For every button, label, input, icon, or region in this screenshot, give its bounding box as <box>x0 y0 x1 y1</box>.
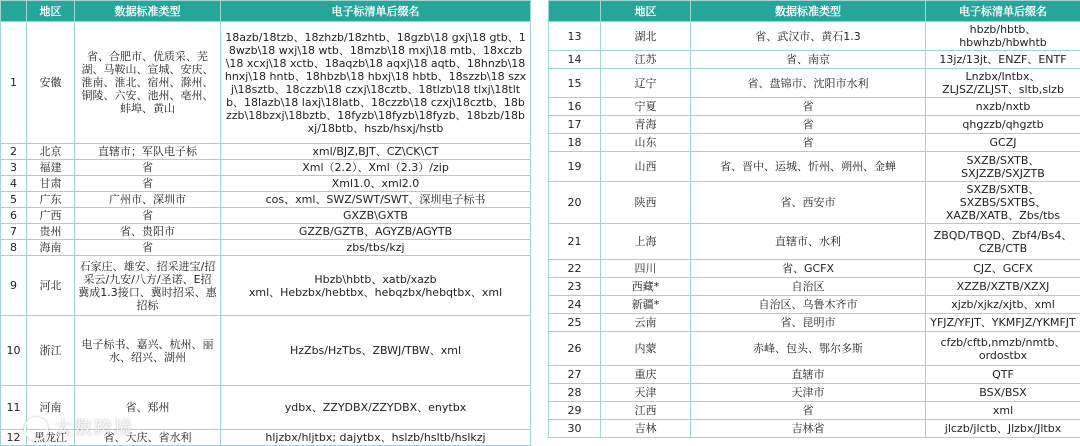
region-cell: 重庆 <box>601 366 691 384</box>
region-cell: 河南 <box>27 386 75 430</box>
ext-cell: GZZB/GZTB、AGYZB/AGYTB <box>221 224 531 240</box>
row-number: 6 <box>1 208 27 224</box>
region-cell: 江西 <box>601 402 691 420</box>
header-type: 数据标准类型 <box>75 1 221 22</box>
header-region: 地区 <box>601 1 691 22</box>
ext-cell: jlczb/jlctb、Jlzbx/Jltbx <box>926 420 1080 438</box>
ext-cell: 18azb/18tzb、18zhzb/18zhtb、18gzb\18 gxj\18 gtb、18wzb\18 wxj\18 wtb、18mzb\18 mxj\18 mtb、18xczb\18 xcxj\18 xctb、18aqzb\18 aqxj\18 aqtb、18hnzb\18 hnxj\18 hntb、18hbzb\18 hbxj\18 hbtb、18szzb\18 szxj\18sztb、18czzb\18 czxj\18cztb、18tlzb\18 tlxj\18tltb、18lazb\18 laxj\18latb、18czzb\18 czxj\18cztb、18bzzb\18bzxj\18bztb、18fyzb\18fyzb\18fyzb、18bzb/18bxj/18btb、hszb/hsxj/hstb <box>221 22 531 144</box>
ext-cell: cfzb/cftb,nmzb/nmtb、ordostbx <box>926 332 1080 366</box>
ext-cell: Hbzb\hbtb、xatb/xazb xml、Hebzbx/hebtbx、hebqzbx/hebqtbx、xml <box>221 256 531 316</box>
row-number: 13 <box>549 22 601 51</box>
row-number: 25 <box>549 314 601 332</box>
type-cell: 省、晋中、运城、忻州、朔州、金蝉 <box>691 152 926 182</box>
ext-cell: cos、xml、SWZ/SWT/SWT、深圳电子标书 <box>221 192 531 208</box>
header-no <box>1 1 27 22</box>
row-number: 18 <box>549 134 601 152</box>
region-cell: 江苏 <box>601 51 691 69</box>
type-cell: 省、贵阳市 <box>75 224 221 240</box>
region-cell: 西藏* <box>601 278 691 296</box>
region-cell: 陕西 <box>601 182 691 224</box>
ext-cell: ydbx、ZZYDBX/ZZYDBX、enytbx <box>221 386 531 430</box>
ext-cell: Lnzbx/lntbx、ZLJSZ/ZLJST、sltb,slzb <box>926 69 1080 98</box>
ext-cell: qhgzzb/qhgztb <box>926 116 1080 134</box>
table-row <box>549 366 1080 384</box>
table-row <box>549 224 1080 260</box>
right-table <box>548 0 1080 438</box>
region-cell: 山西 <box>601 152 691 182</box>
region-cell: 四川 <box>601 260 691 278</box>
type-cell: 天津市 <box>691 384 926 402</box>
type-cell: 石家庄、雄安、招采进宝/招采云/九安/八方/圣诺、E招冀成1.3接口、冀时招采、惠招标 <box>75 256 221 316</box>
table-row <box>1 256 531 316</box>
type-cell: 省、GCFX <box>691 260 926 278</box>
ext-cell: XZZB/XZTB/XZXJ <box>926 278 1080 296</box>
type-cell: 省 <box>691 134 926 152</box>
type-cell: 省、郑州 <box>75 386 221 430</box>
ext-cell: zbs/tbs/kzj <box>221 240 531 256</box>
ext-cell: hljzbx/hljtbx; dajytbx、hslzb/hsltb/hslkzj <box>221 430 531 446</box>
ext-cell: SXZB/SXTB、SXZBS/SXTBS、XAZB/XATB、Zbs/tbs <box>926 182 1080 224</box>
type-cell: 省、武汉市、黄石1.3 <box>691 22 926 51</box>
ext-cell: YFJZ/YFJT、YKMFJZ/YKMFJT <box>926 314 1080 332</box>
ext-cell: SXZB/SXTB、SXJZZB/SXJZTB <box>926 152 1080 182</box>
row-number: 8 <box>1 240 27 256</box>
header-region: 地区 <box>27 1 75 22</box>
row-number: 16 <box>549 98 601 116</box>
table-row <box>549 69 1080 98</box>
row-number: 9 <box>1 256 27 316</box>
header-ext: 电子标清单后缀名 <box>221 1 531 22</box>
table-row <box>1 192 531 208</box>
region-cell: 山东 <box>601 134 691 152</box>
table-row <box>549 182 1080 224</box>
table-row <box>549 116 1080 134</box>
row-number: 7 <box>1 224 27 240</box>
ext-cell: hbzb/hbtb、hbwhzb/hbwhtb <box>926 22 1080 51</box>
region-cell: 上海 <box>601 224 691 260</box>
type-cell: 省 <box>75 240 221 256</box>
region-cell: 广东 <box>27 192 75 208</box>
ext-cell: CJZ、GCFX <box>926 260 1080 278</box>
row-number: 3 <box>1 160 27 176</box>
row-number: 17 <box>549 116 601 134</box>
region-cell: 安徽 <box>27 22 75 144</box>
row-number: 11 <box>1 386 27 430</box>
row-number: 26 <box>549 332 601 366</box>
table-row <box>549 22 1080 51</box>
table-row <box>549 51 1080 69</box>
region-cell: 河北 <box>27 256 75 316</box>
region-cell: 云南 <box>601 314 691 332</box>
region-cell: 广西 <box>27 208 75 224</box>
table-row <box>549 98 1080 116</box>
region-cell: 贵州 <box>27 224 75 240</box>
region-cell: 宁夏 <box>601 98 691 116</box>
table-row <box>549 420 1080 438</box>
row-number: 30 <box>549 420 601 438</box>
region-cell: 北京 <box>27 144 75 160</box>
type-cell: 直辖市 <box>691 366 926 384</box>
table-row <box>1 160 531 176</box>
region-cell: 海南 <box>27 240 75 256</box>
ext-cell: Xml（2.2）、Xml（2.3）/zip <box>221 160 531 176</box>
ext-cell: xml/BJZ,BJT、CZ\CK\CT <box>221 144 531 160</box>
ext-cell: HzZbs/HzTbs、ZBWJ/TBW、xml <box>221 316 531 386</box>
type-cell: 省 <box>75 160 221 176</box>
type-cell: 省 <box>75 176 221 192</box>
ext-cell: Xml1.0、xml2.0 <box>221 176 531 192</box>
type-cell: 自治区 <box>691 278 926 296</box>
type-cell: 省、大庆、省水利 <box>75 430 221 446</box>
region-cell: 甘肃 <box>27 176 75 192</box>
ext-cell: nxzb/nxtb <box>926 98 1080 116</box>
ext-cell: GCZJ <box>926 134 1080 152</box>
ext-cell: xjzb/xjkz/xjtb、xml <box>926 296 1080 314</box>
ext-cell: QTF <box>926 366 1080 384</box>
type-cell: 电子标书、嘉兴、杭州、丽水、绍兴、湖州 <box>75 316 221 386</box>
row-number: 1 <box>1 22 27 144</box>
table-row <box>549 384 1080 402</box>
header-type: 数据标准类型 <box>691 1 926 22</box>
left-header-row <box>1 1 531 22</box>
header-ext: 电子标清单后缀名 <box>926 1 1080 22</box>
table-row <box>1 386 531 430</box>
row-number: 21 <box>549 224 601 260</box>
ext-cell: GXZB\GXTB <box>221 208 531 224</box>
row-number: 15 <box>549 69 601 98</box>
region-cell: 浙江 <box>27 316 75 386</box>
row-number: 23 <box>549 278 601 296</box>
table-row <box>549 152 1080 182</box>
watermark-text: 大数跨境 <box>54 418 134 439</box>
table-row <box>549 402 1080 420</box>
table-row <box>1 430 531 446</box>
type-cell: 广州市、深圳市 <box>75 192 221 208</box>
ext-cell: BSX/BSX <box>926 384 1080 402</box>
header-no <box>549 1 601 22</box>
table-row <box>1 22 531 144</box>
ext-cell: xml <box>926 402 1080 420</box>
ext-cell: 13jz/13jt、ENZF、ENTF <box>926 51 1080 69</box>
row-number: 2 <box>1 144 27 160</box>
region-cell: 青海 <box>601 116 691 134</box>
region-cell: 福建 <box>27 160 75 176</box>
type-cell: 省、盘锦市、沈阳市水利 <box>691 69 926 98</box>
region-cell: 黑龙江 <box>27 430 75 446</box>
type-cell: 省 <box>691 402 926 420</box>
type-cell: 省、西安市 <box>691 182 926 224</box>
type-cell: 吉林省 <box>691 420 926 438</box>
type-cell: 省、合肥市、优质采、芜湖、马鞍山、宣城、安庆、淮南、淮北、宿州、滁州、铜陵、六安、池州、亳州、蚌埠、黄山 <box>75 22 221 144</box>
region-cell: 新疆* <box>601 296 691 314</box>
type-cell: 赤峰、包头、鄂尔多斯 <box>691 332 926 366</box>
table-row <box>549 134 1080 152</box>
region-cell: 吉林 <box>601 420 691 438</box>
row-number: 22 <box>549 260 601 278</box>
type-cell: 直辖市；军队电子标 <box>75 144 221 160</box>
row-number: 4 <box>1 176 27 192</box>
table-row <box>549 296 1080 314</box>
row-number: 10 <box>1 316 27 386</box>
region-cell: 天津 <box>601 384 691 402</box>
type-cell: 省 <box>691 116 926 134</box>
table-row <box>1 208 531 224</box>
region-cell: 湖北 <box>601 22 691 51</box>
left-table <box>0 0 531 446</box>
row-number: 14 <box>549 51 601 69</box>
row-number: 20 <box>549 182 601 224</box>
type-cell: 自治区、乌鲁木齐市 <box>691 296 926 314</box>
ext-cell: ZBQD/TBQD、Zbf4/Bs4、CZB/CTB <box>926 224 1080 260</box>
table-row <box>1 240 531 256</box>
table-row <box>1 224 531 240</box>
row-number: 5 <box>1 192 27 208</box>
row-number: 29 <box>549 402 601 420</box>
row-number: 28 <box>549 384 601 402</box>
table-row <box>1 176 531 192</box>
table-row <box>549 314 1080 332</box>
type-cell: 省 <box>75 208 221 224</box>
table-row <box>549 278 1080 296</box>
row-number: 12 <box>1 430 27 446</box>
right-header-row <box>549 1 1080 22</box>
type-cell: 省 <box>691 98 926 116</box>
type-cell: 省、南京 <box>691 51 926 69</box>
table-row <box>549 332 1080 366</box>
row-number: 27 <box>549 366 601 384</box>
table-row <box>1 144 531 160</box>
row-number: 19 <box>549 152 601 182</box>
table-row <box>549 260 1080 278</box>
row-number: 24 <box>549 296 601 314</box>
table-row <box>1 316 531 386</box>
type-cell: 省、昆明市 <box>691 314 926 332</box>
type-cell: 直辖市、水利 <box>691 224 926 260</box>
region-cell: 内蒙 <box>601 332 691 366</box>
region-cell: 辽宁 <box>601 69 691 98</box>
